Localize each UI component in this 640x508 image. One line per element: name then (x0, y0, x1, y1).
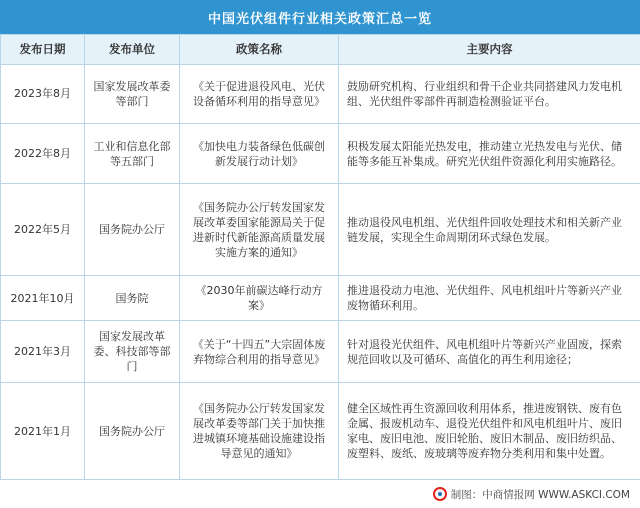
cell-content: 鼓励研究机构、行业组织和骨干企业共同搭建风力发电机组、光伏组件零部件再制造检测验证平台。 (339, 65, 640, 124)
cell-content: 针对退役光伏组件、风电机组叶片等新兴产业固废，探索规范回收以及可循环、高值化的再生利用途径； (339, 321, 640, 383)
header-unit: 发布单位 (85, 35, 180, 65)
table-header-row (1, 35, 640, 65)
header-name: 政策名称 (180, 35, 339, 65)
cell-unit: 国家发展改革委等部门 (85, 65, 180, 124)
policy-table (0, 34, 640, 480)
cell-content: 积极发展太阳能光热发电，推动建立光热发电与光伏、储能等多能互补集成。研究光伏组件资源化利用实施路径。 (339, 123, 640, 184)
cell-date: 2021年10月 (1, 275, 85, 321)
table-row (1, 383, 640, 480)
table-row (1, 65, 640, 124)
cell-policy-name: 《关于促进退役风电、光伏设备循环利用的指导意见》 (180, 65, 339, 124)
cell-policy-name: 《加快电力装备绿色低碳创新发展行动计划》 (180, 123, 339, 184)
header-content: 主要内容 (339, 35, 640, 65)
table-row (1, 275, 640, 321)
cell-date: 2021年1月 (1, 383, 85, 480)
cell-content: 健全区域性再生资源回收利用体系，推进废钢铁、废有色金属、报废机动车、退役光伏组件和风电机组叶片、废旧家电、废旧电池、废旧轮胎、废旧木制品、废旧纺织品、废塑料、废纸、废玻璃等废弃物分类利用和集中处置。 (339, 383, 640, 480)
footer-credit: 制图：中商情报网 WWW.ASKCI.COM (450, 488, 630, 501)
header-date: 发布日期 (1, 35, 85, 65)
footer (0, 480, 640, 508)
page-title: 中国光伏组件行业相关政策汇总一览 (0, 0, 640, 34)
askci-logo-icon (433, 487, 447, 501)
cell-date: 2022年8月 (1, 123, 85, 184)
cell-unit: 国务院 (85, 275, 180, 321)
cell-date: 2022年5月 (1, 184, 85, 275)
cell-unit: 国务院办公厅 (85, 184, 180, 275)
table-row (1, 123, 640, 184)
table-row (1, 184, 640, 275)
cell-content: 推动退役风电机组、光伏组件回收处理技术和相关新产业链发展，实现全生命周期闭环式绿色发展。 (339, 184, 640, 275)
cell-policy-name: 《2030年前碳达峰行动方案》 (180, 275, 339, 321)
cell-policy-name: 《国务院办公厅转发国家发展改革委等部门关于加快推进城镇环境基础设施建设指导意见的通知》 (180, 383, 339, 480)
cell-policy-name: 《国务院办公厅转发国家发展改革委国家能源局关于促进新时代新能源高质量发展实施方案的通知》 (180, 184, 339, 275)
cell-unit: 国家发展改革委、科技部等部门 (85, 321, 180, 383)
cell-unit: 国务院办公厅 (85, 383, 180, 480)
cell-policy-name: 《关于“十四五”大宗固体废弃物综合利用的指导意见》 (180, 321, 339, 383)
cell-date: 2021年3月 (1, 321, 85, 383)
cell-content: 推进退役动力电池、光伏组件、风电机组叶片等新兴产业废物循环利用。 (339, 275, 640, 321)
cell-date: 2023年8月 (1, 65, 85, 124)
cell-unit: 工业和信息化部等五部门 (85, 123, 180, 184)
table-row (1, 321, 640, 383)
